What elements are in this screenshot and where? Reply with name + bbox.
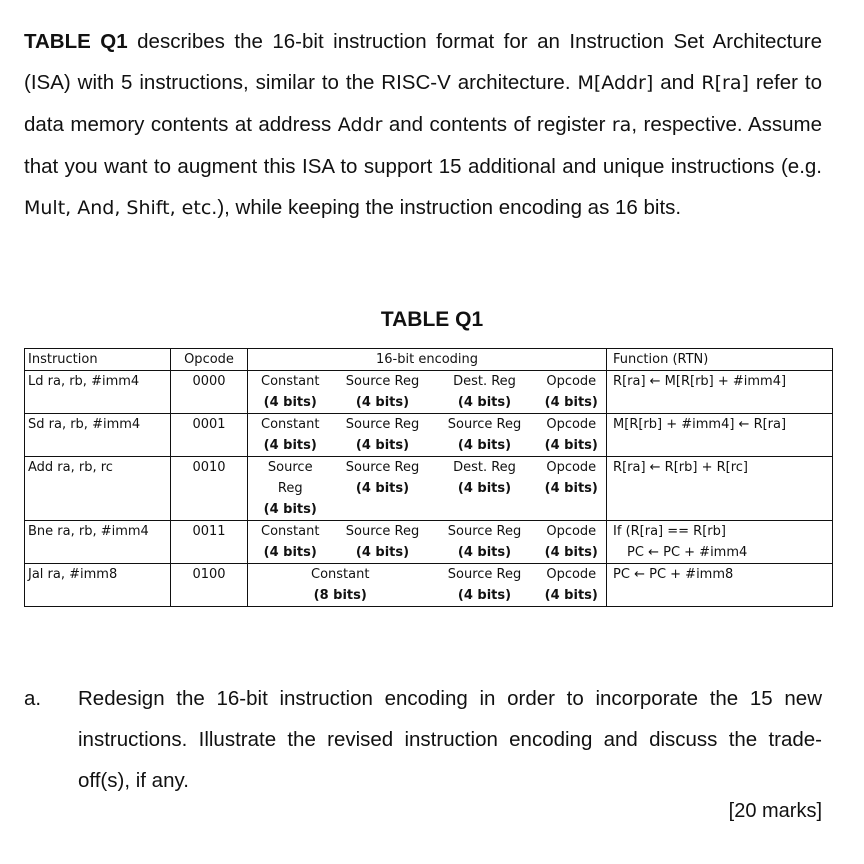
row-sd-field-3 (433, 414, 537, 457)
row-ld-field-4-name: Opcode (546, 374, 597, 389)
row-sd-field-1-bits: (4 bits) (263, 438, 317, 453)
row-ld-field-2-bits: (4 bits) (355, 395, 410, 410)
row-jal-field-4 (537, 564, 607, 607)
row-bne-field-3-bits: (4 bits) (457, 545, 512, 560)
row-sd-field-4 (537, 414, 607, 457)
row-bne-field-2-name: Source Reg (345, 524, 420, 539)
row-add-field-2-name: Source Reg (345, 460, 420, 475)
row-bne-function (607, 521, 833, 564)
row-add-field-1-name-2: Reg (277, 481, 303, 496)
intro-paragraph (24, 21, 822, 229)
row-bne-field-4-name: Opcode (546, 524, 597, 539)
code-examples: Mult, And, Shift, etc. (24, 197, 218, 219)
row-sd-field-4-bits: (4 bits) (544, 438, 598, 453)
row-bne-field-4 (537, 521, 607, 564)
row-jal-field-4-bits: (4 bits) (544, 588, 598, 603)
row-bne-field-1-name: Constant (261, 524, 320, 539)
code-ra: ra (611, 114, 632, 136)
row-sd-field-1 (248, 414, 333, 457)
row-bne-field-1-bits: (4 bits) (263, 545, 317, 560)
row-ld-field-1-bits: (4 bits) (263, 395, 317, 410)
row-ld-field-3-name: Dest. Reg (453, 374, 516, 389)
row-bne-field-3 (433, 521, 537, 564)
row-sd-field-1-name: Constant (261, 417, 320, 432)
row-ld-instruction: Ld ra, rb, #imm4 (25, 371, 171, 414)
table-row-ld (25, 371, 833, 414)
table-row-bne (25, 521, 833, 564)
table-reference: TABLE Q1 (24, 30, 128, 53)
row-ld-field-3 (433, 371, 537, 414)
row-bne-field-1 (248, 521, 333, 564)
row-ld-field-2 (333, 371, 433, 414)
header-encoding: 16-bit encoding (248, 349, 607, 371)
row-jal-instruction: Jal ra, #imm8 (25, 564, 171, 607)
row-jal-field-4-name: Opcode (546, 567, 597, 582)
row-bne-field-3-name: Source Reg (447, 524, 522, 539)
row-ld-field-2-name: Source Reg (345, 374, 420, 389)
row-jal-field-1-bits: (8 bits) (313, 588, 367, 603)
row-jal-function: PC ← PC + #imm8 (607, 564, 833, 607)
table-caption: TABLE Q1 (380, 308, 484, 331)
row-bne-function-line-1: If (R[ra] == R[rb] (613, 524, 726, 539)
intro-text-4: and contents of register (382, 113, 612, 136)
intro-text-2: and (653, 71, 702, 94)
row-sd-field-3-name: Source Reg (447, 417, 522, 432)
row-sd-instruction: Sd ra, rb, #imm4 (25, 414, 171, 457)
row-sd-function: M[R[rb] + #imm4] ← R[ra] (607, 414, 833, 457)
row-add-instruction: Add ra, rb, rc (25, 457, 171, 521)
row-add-field-2 (333, 457, 433, 521)
row-ld-function: R[ra] ← M[R[rb] + #imm4] (607, 371, 833, 414)
intro-text-5: , respective. Assume that you want to augment this ISA to support 15 additional and unique instructions (e.g. (24, 113, 822, 178)
row-add-field-1-name: Source (267, 460, 313, 475)
table-header-row (25, 349, 833, 371)
question-a (24, 678, 822, 801)
table-row-add (25, 457, 833, 521)
row-bne-field-2-bits: (4 bits) (355, 545, 410, 560)
row-bne-function-line-2: PC ← PC + #imm4 (627, 545, 748, 560)
table-row-sd (25, 414, 833, 457)
row-jal-field-3-name: Source Reg (447, 567, 522, 582)
marks-label: [20 marks] (728, 800, 822, 822)
row-jal-opcode: 0100 (171, 564, 248, 607)
row-add-field-3-bits: (4 bits) (457, 481, 512, 496)
row-sd-opcode: 0001 (171, 414, 248, 457)
row-add-field-3-name: Dest. Reg (453, 460, 516, 475)
code-addr: Addr (337, 114, 383, 136)
row-sd-field-4-name: Opcode (546, 417, 597, 432)
row-ld-field-4-bits: (4 bits) (544, 395, 598, 410)
question-text: Redesign the 16-bit instruction encoding in order to incorporate the 15 new instructions. Illustrate the revised instruction encoding and discuss the trade-off(s), if any. (78, 687, 822, 792)
row-jal-field-1 (248, 564, 433, 607)
row-jal-field-3 (433, 564, 537, 607)
row-jal-field-3-bits: (4 bits) (457, 588, 512, 603)
row-sd-field-2-bits: (4 bits) (355, 438, 410, 453)
row-ld-field-1 (248, 371, 333, 414)
row-add-field-2-bits: (4 bits) (355, 481, 410, 496)
row-sd-field-2 (333, 414, 433, 457)
header-function: Function (RTN) (607, 349, 833, 371)
row-bne-field-2 (333, 521, 433, 564)
row-add-field-1 (248, 457, 333, 521)
row-add-opcode: 0010 (171, 457, 248, 521)
question-label: a. (24, 687, 42, 710)
header-opcode: Opcode (171, 349, 248, 371)
code-maddr: M[Addr] (577, 72, 654, 94)
intro-text-6: ), while keeping the instruction encoding as 16 bits. (217, 196, 682, 219)
row-ld-field-3-bits: (4 bits) (457, 395, 512, 410)
row-ld-field-4 (537, 371, 607, 414)
intro-text-3: refer to data memory contents at address (24, 71, 822, 136)
row-ld-opcode: 0000 (171, 371, 248, 414)
row-sd-field-2-name: Source Reg (345, 417, 420, 432)
row-jal-field-1-name: Constant (311, 567, 370, 582)
row-bne-field-4-bits: (4 bits) (544, 545, 598, 560)
row-ld-field-1-name: Constant (261, 374, 320, 389)
header-instruction: Instruction (25, 349, 171, 371)
row-add-field-3 (433, 457, 537, 521)
row-add-function: R[ra] ← R[rb] + R[rc] (607, 457, 833, 521)
table-row-jal (25, 564, 833, 607)
row-add-field-4 (537, 457, 607, 521)
row-bne-opcode: 0011 (171, 521, 248, 564)
instruction-format-table (24, 348, 833, 607)
row-add-field-4-name: Opcode (546, 460, 597, 475)
row-add-field-1-bits: (4 bits) (263, 502, 317, 517)
row-sd-field-3-bits: (4 bits) (457, 438, 512, 453)
intro-text-1: describes the 16-bit instruction format for an Instruction Set Architecture (ISA) with 5 instructions, similar to the RISC-V architecture. (24, 30, 822, 94)
row-bne-instruction: Bne ra, rb, #imm4 (25, 521, 171, 564)
code-rra: R[ra] (701, 72, 749, 94)
row-add-field-4-bits: (4 bits) (544, 481, 598, 496)
